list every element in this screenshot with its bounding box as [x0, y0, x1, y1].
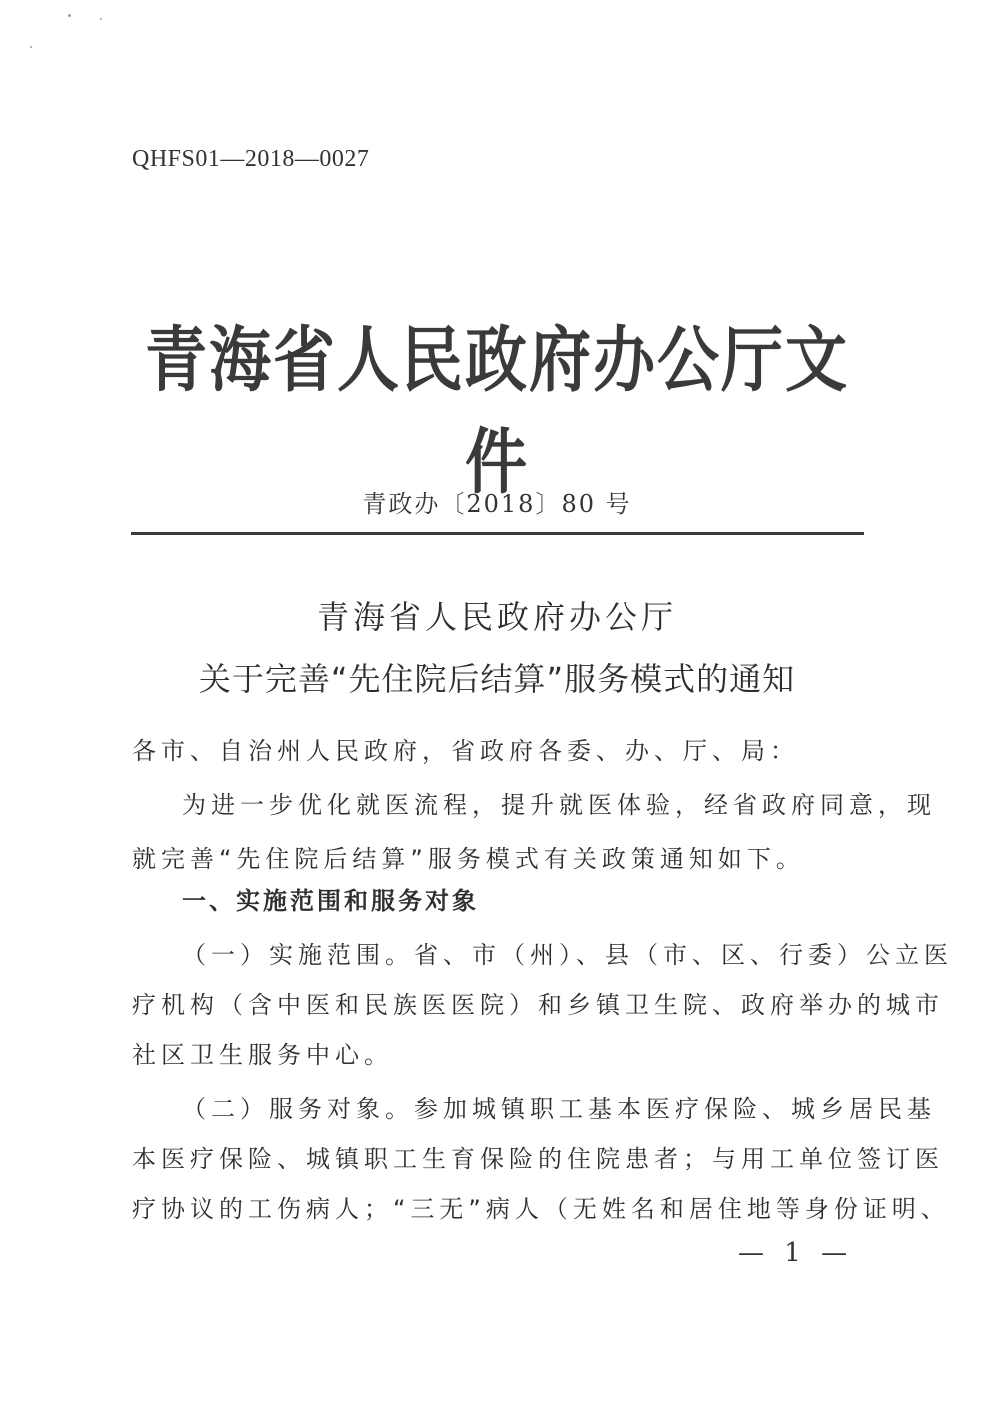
salutation: 各市、自治州人民政府，省政府各委、办、厅、局：: [132, 737, 799, 765]
scan-speck: [68, 14, 71, 17]
document-number: 青政办〔2018〕80 号: [362, 490, 632, 518]
paragraph-line: 本医疗保险、城镇职工生育保险的住院患者；与用工单位签订医: [132, 1145, 944, 1173]
paragraph-line: 疗协议的工伤病人；“三无”病人（无姓名和居住地等身份证明、: [132, 1195, 950, 1223]
notice-title-line-2: 关于完善“先住院后结算”服务模式的通知: [198, 660, 796, 698]
page-number: — 1 —: [738, 1238, 854, 1268]
section-heading: 一、实施范围和服务对象: [182, 887, 479, 915]
document-code: QHFS01—2018—0027: [132, 146, 370, 172]
scan-speck: [30, 46, 32, 48]
paragraph-line: （一）实施范围。省、市（州）、县（市、区、行委）公立医: [182, 941, 953, 969]
notice-title-line-1: 青海省人民政府办公厅: [316, 598, 677, 636]
intro-line: 为进一步优化就医流程，提升就医体验，经省政府同意，现: [182, 791, 936, 819]
intro-line: 就完善“先住院后结算”服务模式有关政策通知如下。: [132, 845, 805, 873]
document-header: 青海省人民政府办公厅文件: [144, 317, 849, 504]
paragraph-line: 疗机构（含中医和民族医医院）和乡镇卫生院、政府举办的城市: [132, 991, 944, 1019]
paragraph-line: （二）服务对象。参加城镇职工基本医疗保险、城乡居民基: [182, 1095, 936, 1123]
paragraph-line: 社区卫生服务中心。: [132, 1041, 393, 1069]
scan-speck: [100, 18, 102, 20]
header-divider: [131, 532, 864, 535]
